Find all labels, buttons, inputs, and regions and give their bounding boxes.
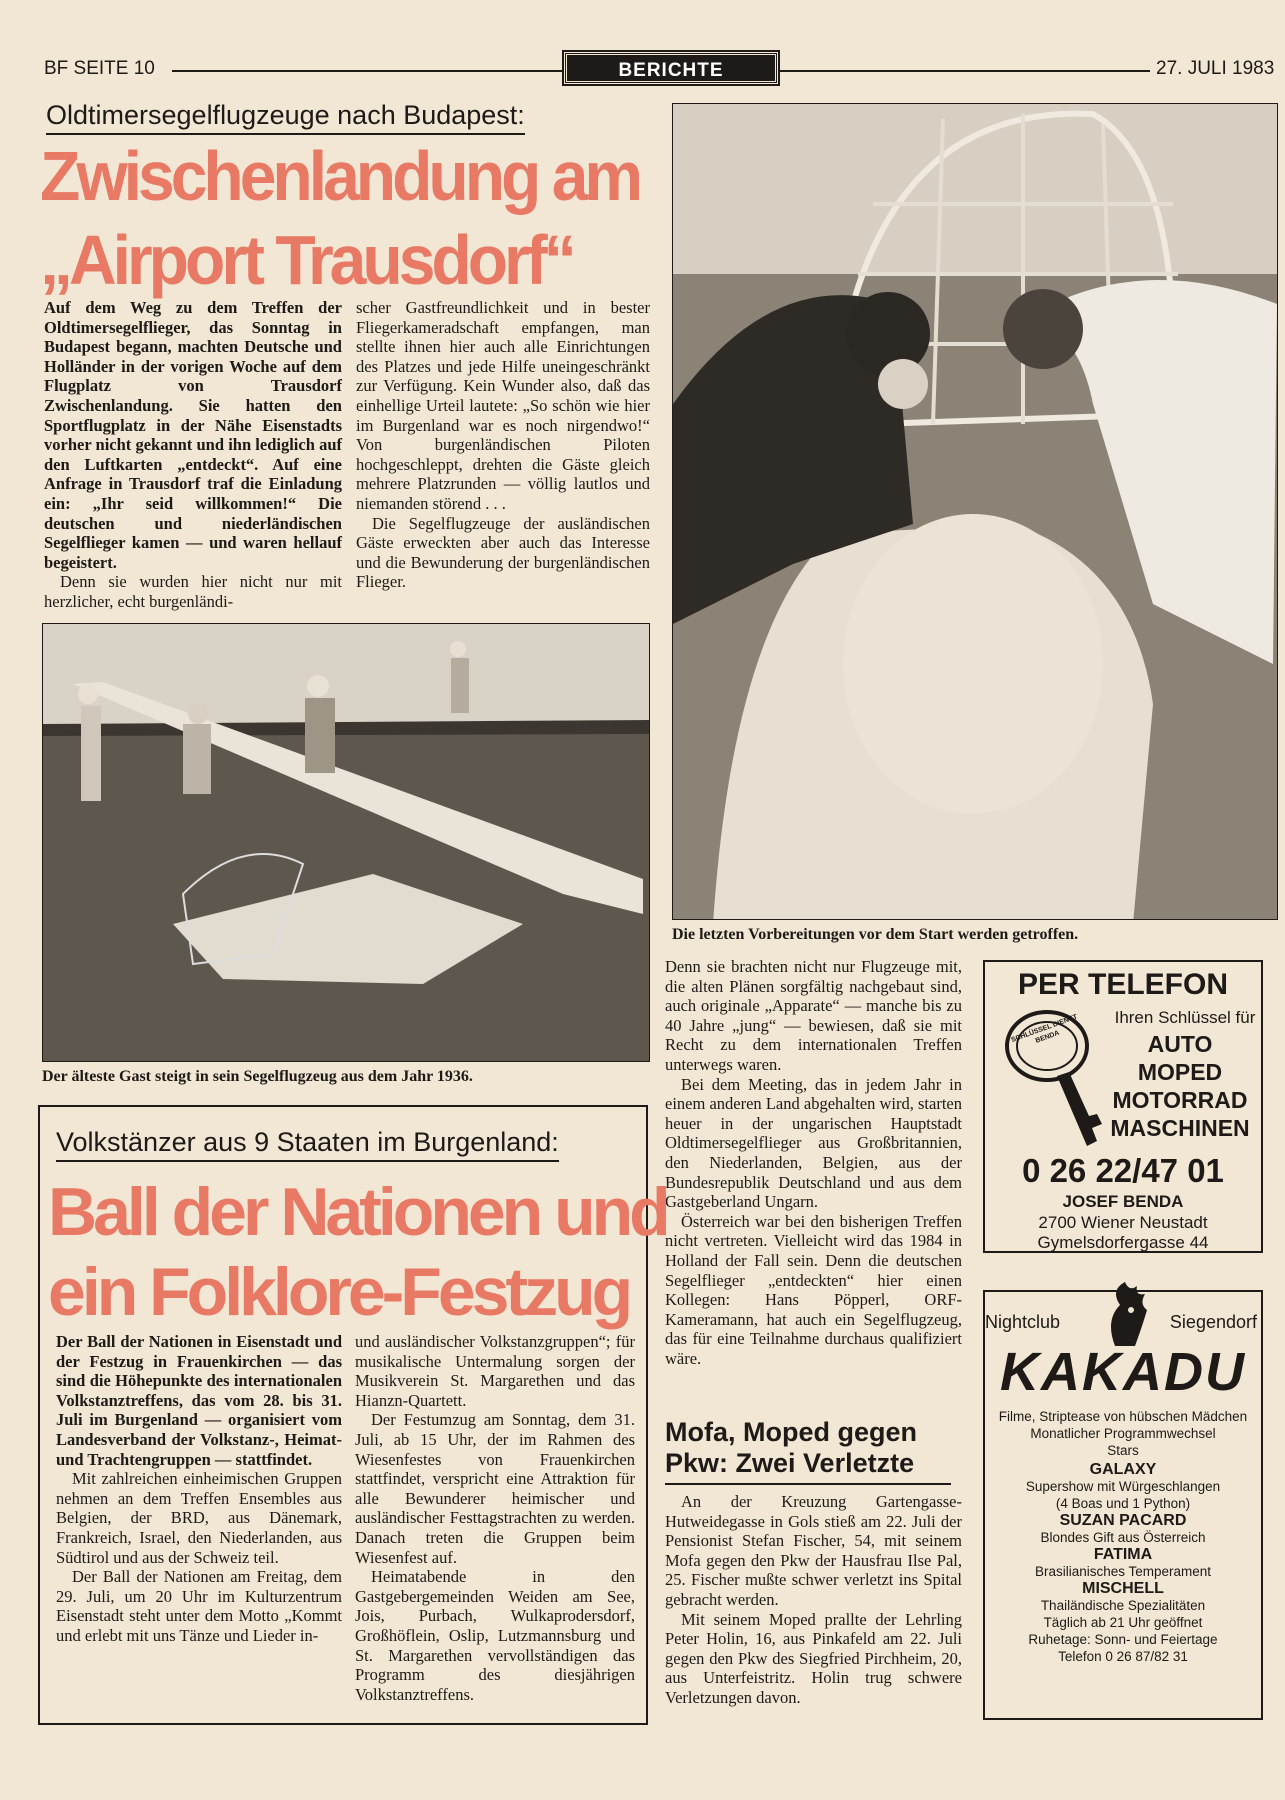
ad-subtitle: Ihren Schlüssel für — [1114, 1008, 1256, 1027]
header-rule-right — [780, 70, 1150, 72]
article2-paragraph: Heimatabende in den Gastgebergemeinden Weiden am See, Jois, Purbach, Wulkaprodersdorf, Großhöflein, Oslip, Lutzmannsburg und St. Margarethen vervollständigen das Programm des diesjährigen Volkstanztreffens. — [355, 1567, 635, 1704]
glider-illustration — [43, 624, 649, 1061]
star-description: Brasilianisches Temperament — [1034, 1564, 1212, 1579]
issue-date: 27. JULI 1983 — [1156, 58, 1275, 79]
glider-photo — [42, 623, 650, 1062]
article1-col1 — [44, 298, 342, 612]
program-intro: Filme, Striptease von hübschen Mädchen — [998, 1409, 1248, 1424]
article1-paragraph: Die Segelflugzeuge der ausländischen Gäste erweckten aber auch das Interesse und die Bewunderung der burgenländischen Flieger. — [356, 513, 650, 592]
nightclub-town: Siegendorf — [1169, 1312, 1257, 1332]
ad-vehicle-item: MOPED — [1137, 1059, 1223, 1085]
ad-vehicle-item: MOTORRAD — [1112, 1087, 1248, 1113]
article2-col1 — [56, 1332, 342, 1646]
article2-paragraph: Der Festumzug am Sonntag, dem 31. Juli, ab 15 Uhr, der im Rahmen des Wiesenfestes von Frauenkirchen stattfindet, verspricht eine Attraktion für alle Bewunderer heimischer und ausländischer Festtagstrachten zu werden. Danach treten die Gruppen beim Wiesenfest auf. — [355, 1410, 635, 1567]
star-description: Blondes Gift aus Österreich — [1040, 1530, 1206, 1545]
ad-vehicle-item: MASCHINEN — [1110, 1115, 1250, 1141]
star-name: MISCHELL — [1082, 1580, 1164, 1597]
star-name: SUZAN PACARD — [1059, 1512, 1187, 1529]
nightclub-label: Nightclub — [985, 1312, 1061, 1332]
article1-col2 — [356, 298, 650, 592]
ad-title: PER TELEFON — [1017, 968, 1228, 1001]
article2-col2 — [355, 1332, 635, 1704]
article1-paragraph: Denn sie wurden hier nicht nur mit herzlicher, echt burgenländi- — [44, 572, 342, 611]
article3-headline: Mofa, Moped gegen Pkw: Zwei Verletzte — [665, 1417, 917, 1478]
nightclub-phone: Telefon 0 26 87/82 31 — [1058, 1649, 1188, 1664]
article3-paragraph: An der Kreuzung Gartengasse-Hutweidegasse in Gols stieß am 22. Juli der Pensionist Stefan Fischer, 54, mit seinem Mofa gegen den Pkw der Hausfrau Ilse Pal, 25. Fischer mußte schwer verletzt ins Spital gebracht werden. — [665, 1492, 962, 1609]
article1-kicker: Oldtimersegelflugzeuge nach Budapest: — [46, 100, 525, 135]
ad-address-line1: 2700 Wiener Neustadt — [1038, 1213, 1208, 1232]
section-badge: BERICHTE — [564, 52, 778, 84]
ad-address-line2: Gymelsdorfergasse 44 — [1037, 1233, 1209, 1252]
article1-headline — [40, 134, 639, 302]
article2-paragraph: Der Ball der Nationen am Freitag, dem 29. Juli, um 20 Uhr im Kulturzentrum Eisenstadt steht unter dem Motto „Kommt und erlebt mit uns Tänze und Lieder in- — [56, 1567, 342, 1645]
article1-headline-line1: Zwischenlandung am — [40, 137, 640, 215]
canopy-illustration — [673, 104, 1277, 919]
ad-phone: 0 26 22/47 01 — [1022, 1152, 1224, 1189]
closing-days: Ruhetage: Sonn- und Feiertage — [1028, 1632, 1218, 1647]
article2-paragraph: und ausländischer Volkstanzgruppen“; für musikalische Untermalung sorgen der Musikverein St. Margarethen und das Hianzn-Quartett. — [355, 1332, 635, 1410]
article2-headline-line2: ein Folklore-Festzug — [48, 1254, 630, 1330]
article1-col3 — [665, 957, 962, 1368]
nightclub-ad — [983, 1290, 1263, 1720]
opening-hours: Täglich ab 21 Uhr geöffnet — [1043, 1615, 1203, 1630]
page-number: BF SEITE 10 — [44, 58, 155, 79]
star-description: Supershow mit Würgeschlangen — [1025, 1479, 1221, 1494]
program-intro: Stars — [1107, 1443, 1139, 1458]
ad-name: JOSEF BENDA — [1062, 1192, 1184, 1211]
program-intro: Monatlicher Programmwechsel — [1030, 1426, 1216, 1441]
article2-lead: Der Ball der Nationen in Eisenstadt und der Festzug in Frauenkirchen — das sind die Höhepunkte des internationalen Volkstanztreffens, das vom 28. bis 31. Juli im Burgenland — organisiert vom Landesverband der Volkstanz-, Heimat- und Trachtengruppen — stattfindet. — [56, 1332, 342, 1469]
article3-rule — [665, 1483, 951, 1485]
article2-paragraph: Mit zahlreichen einheimischen Gruppen nehmen an dem Treffen Ensembles aus Belgien, der BRD, aus Dänemark, Frankreich, Israel, den Niederlanden, aus Südtirol und aus der Schweiz teil. — [56, 1469, 342, 1567]
key-service-ad — [983, 960, 1263, 1253]
article3-paragraph: Mit seinem Moped prallte der Lehrling Peter Holin, 16, aus Pinkafeld am 22. Juli gegen den Pkw des Siegfried Pirchheim, 20, aus Unterfeistritz. Holin trug schwere Verletzungen davon. — [665, 1609, 962, 1707]
article1-paragraph: scher Gastfreundlichkeit und in bester Fliegerkameradschaft empfangen, man stellte ihnen hier auch alle Einrichtungen des Platzes und jede Hilfe uneingeschränkt zur Verfügung. Kein Wunder also, daß das einhellige Urteil lautete: „So schön wie hier im Burgenland war es noch nirgendwo!“ Von burgenländischen Piloten hochgeschleppt, drehten die Gäste gleich mehrere Platzrunden — völlig lautlos und niemanden störend . . . — [356, 298, 650, 513]
ad-vehicle-item: AUTO — [1147, 1031, 1213, 1057]
article3-body — [665, 1492, 962, 1708]
article1-headline-line2: „Airport Trausdorf“ — [40, 221, 573, 299]
key-tag-label: SCHLÜSSEL DIENST BENDA — [1010, 1013, 1079, 1045]
star-name: FATIMA — [1093, 1546, 1153, 1563]
star-description: Thailändische Spezialitäten — [1040, 1598, 1206, 1613]
article2-headline-line1: Ball der Nationen und — [48, 1174, 667, 1250]
article1-paragraph: Denn sie brachten nicht nur Flugzeuge mit, die alten Plänen sorgfältig nachgebaut sind, auch originale „Apparate“ — manche bis zu 40 Jahre „jung“ — bewiesen, daß sie mit Recht zu dem internationalen Treffen unterwegs waren. — [665, 957, 962, 1074]
canopy-photo — [672, 103, 1278, 920]
star-description: (4 Boas und 1 Python) — [1055, 1496, 1191, 1511]
article1-lead: Auf dem Weg zu dem Treffen der Oldtimersegelflieger, das Sonntag in Budapest begann, machten Deutsche und Holländer in der vorigen Woche auf dem Flugplatz von Trausdorf Zwischenlandung. Sie hatten den Sportflugplatz in der Nähe Eisenstadts vorher nicht gekannt und ihn lediglich auf den Luftkarten „entdeckt“. Auf eine Anfrage in Trausdorf traf die Einladung ein: „Ihr seid willkommen!“ Die deutschen und niederländischen Segelflieger kamen — und waren hellauf begeistert. — [44, 298, 342, 572]
header-rule-left — [172, 70, 562, 72]
article2-kicker: Volkstänzer aus 9 Staaten im Burgenland: — [56, 1127, 559, 1162]
article1-paragraph: Österreich war bei den bisherigen Treffen nicht vertreten. Vielleicht wird das 1984 in Holland der Fall sein. Denn die deutschen Segelflieger „entdeckten“ hier einen Kollegen: Hans Pöpperl, ORF-Kameramann, hat auch ein Segelflugzeug, das für eine Teilnahme durchaus qualifiziert wäre. — [665, 1211, 962, 1368]
canopy-photo-caption: Die letzten Vorbereitungen vor dem Start werden getroffen. — [672, 926, 1079, 943]
nightclub-program — [985, 1408, 1261, 1665]
glider-photo-caption: Der älteste Gast steigt in sein Segelflugzeug aus dem Jahr 1936. — [42, 1068, 473, 1085]
ad-vehicle-list — [1095, 1030, 1265, 1142]
star-name: GALAXY — [1089, 1461, 1157, 1478]
cockatoo-icon — [1095, 1280, 1165, 1348]
article1-paragraph: Bei dem Meeting, das in jedem Jahr in einem anderen Land abgehalten wird, starten heuer in der ungarischen Hauptstadt Oldtimersegelflieger aus Großbritannien, den Niederlanden, Belgien, aus der Bundesrepublik Deutschland und aus dem Gastgeberland Ungarn. — [665, 1074, 962, 1212]
nightclub-logo: KAKADU — [1000, 1342, 1246, 1402]
